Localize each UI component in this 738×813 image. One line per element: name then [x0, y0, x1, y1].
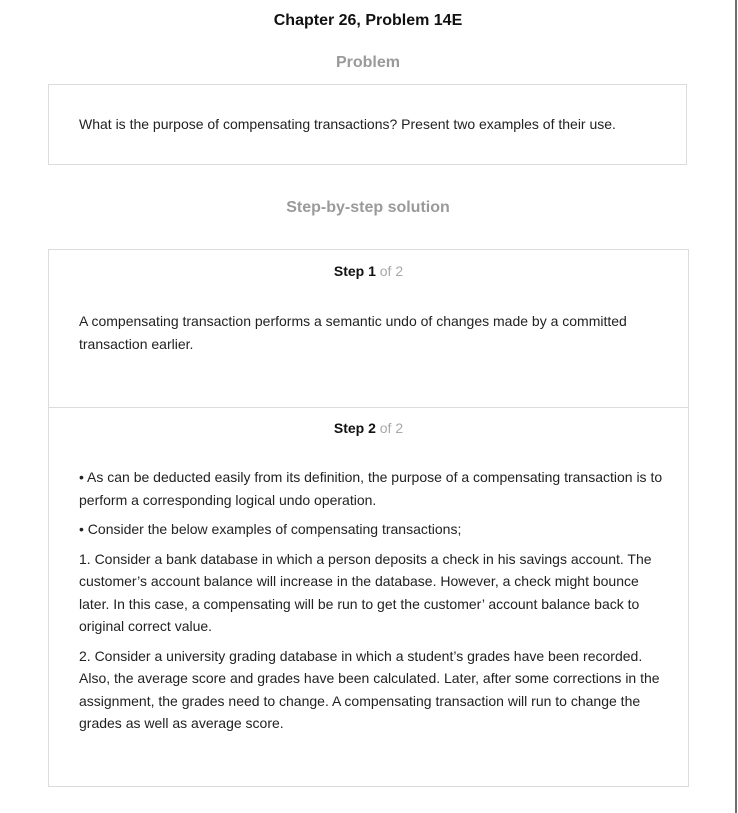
chapter-title: Chapter 26, Problem 14E	[273, 12, 463, 29]
step-2-number: Step 2	[333, 420, 376, 436]
step-2-paragraph-university-example: 2. Consider a university grading database in which a student’s grades have been recorded. Also, the average score and grades have been calculated. Later, after some corrections in the assignment, the grades need to change. A compensating transaction will run to change the grades as well as average score.	[79, 647, 660, 731]
step-1-number: Step 1	[333, 263, 376, 279]
problem-text: What is the purpose of compensating transactions? Present two examples of their use.	[79, 116, 616, 132]
step-2-paragraph-purpose: • As can be deducted easily from its definition, the purpose of a compensating transaction is to perform a corresponding logical undo operation.	[79, 469, 663, 508]
step-2-paragraph-intro: • Consider the below examples of compensating transactions;	[79, 521, 462, 537]
step-2-total: of 2	[375, 420, 404, 436]
solution-heading: Step-by-step solution	[286, 199, 450, 216]
problem-card	[48, 84, 687, 165]
step-divider	[49, 407, 688, 408]
problem-heading: Problem	[335, 54, 400, 71]
step-2-label	[49, 420, 688, 436]
step-1-paragraph: A compensating transaction performs a semantic undo of changes made by a committed transaction earlier.	[79, 313, 627, 352]
step-1-body	[79, 310, 664, 362]
step-2-paragraph-bank-example: 1. Consider a bank database in which a person deposits a check in his savings account. The customer’s account balance will increase in the database. However, a check might bounce later. In this case, a compensating will be run to get the customer’ account balance back to original correct value.	[79, 550, 652, 634]
window-edge-divider	[735, 0, 737, 813]
step-1-total: of 2	[375, 263, 404, 279]
step-1-label	[49, 263, 688, 279]
step-2-body	[79, 466, 664, 742]
solution-steps-card	[48, 249, 689, 787]
